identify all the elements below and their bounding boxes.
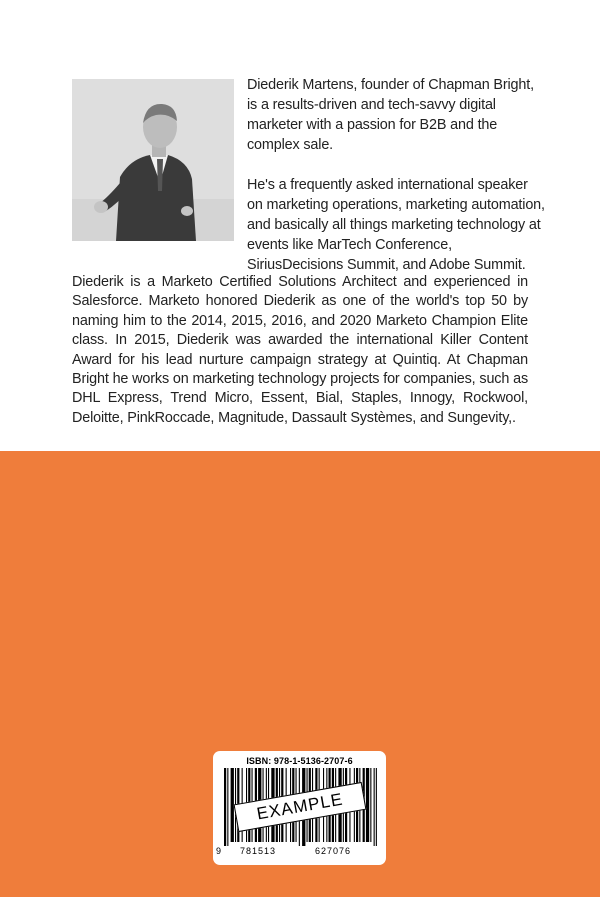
- isbn-barcode: [213, 751, 386, 865]
- bio-paragraph-2: He's a frequently asked international speaker on marketing operations, marketing automation, and basically all things marketing technology at events like MarTech Conference, SiriusDecisions Summit, and Adobe Summit.: [247, 177, 545, 273]
- author-photo: [72, 79, 234, 241]
- bio-paragraph-1: Diederik Martens, founder of Chapman Bright, is a results-driven and tech-savvy digital marketer with a passion for B2B and the complex sale.: [247, 77, 534, 153]
- bio-intro: [247, 75, 547, 295]
- isbn-label: ISBN: 978-1-5136-2707-6: [246, 756, 353, 766]
- bio-paragraph-3: Diederik is a Marketo Certified Solutions Architect and experienced in Salesforce. Marketo honored Diederik as one of the world's top 50 by naming him to the 2014, 2015, 2016, and 2020 Marketo Champion Elite class. In 2015, Diederik was awarded the international Killer Content Award for his lead nurture campaign strategy at Quintiq. At Chapman Bright he works on marketing technology projects for companies, such as DHL Express, Trend Micro, Essent, Bial, Staples, Innogy, Rockwool, Deloitte, PinkRoccade, Magnitude, Dassault Systèmes, and Sungevity,.: [72, 274, 528, 426]
- barcode-digit-first: 9: [216, 846, 222, 856]
- barcode-digits-left: 781513: [240, 846, 277, 856]
- barcode-digits-right: 627076: [315, 846, 352, 856]
- example-stamp: EXAMPLE: [234, 782, 367, 832]
